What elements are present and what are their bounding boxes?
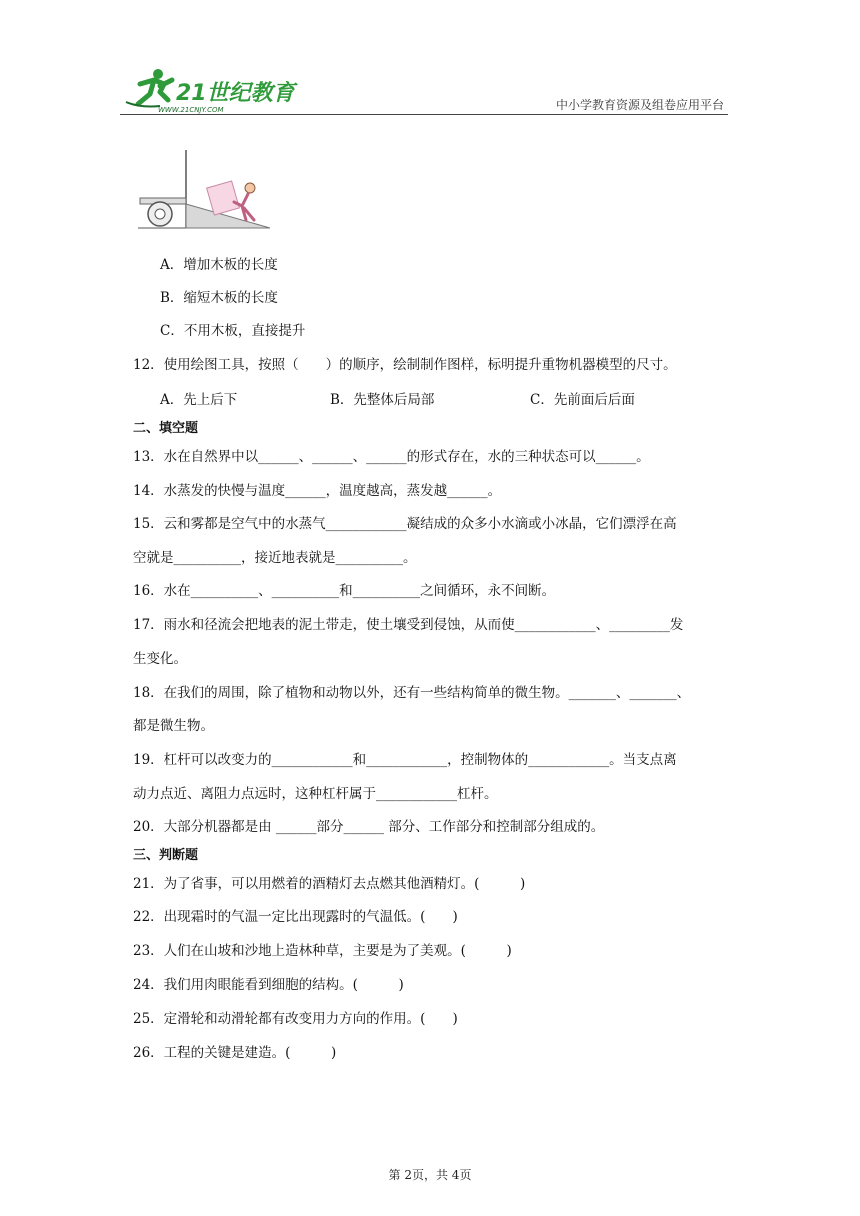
q12-option-c: C．先前面后后面 bbox=[530, 392, 635, 408]
platform-name: 中小学教育资源及组卷应用平台 bbox=[555, 98, 724, 112]
header-divider bbox=[120, 114, 728, 115]
q19-text-line1: 19．杠杆可以改变力的____________和____________，控制物体的____________。当支点离 bbox=[133, 752, 677, 768]
page-number: 第 2页，共 4页 bbox=[388, 1168, 472, 1182]
q19-text-line2: 动力点近、离阻力点远时，这种杠杆属于____________杠杆。 bbox=[133, 786, 498, 802]
q17-text-line1: 17．雨水和径流会把地表的泥土带走，使土壤受到侵蚀，从而使____________、_________发 bbox=[133, 617, 684, 633]
q14-text: 14．水蒸发的快慢与温度______，温度越高，蒸发越______。 bbox=[133, 483, 502, 499]
q18-text-line2: 都是微生物。 bbox=[133, 718, 214, 734]
logo-icon bbox=[120, 64, 300, 114]
q16-text: 16．水在__________、__________和__________之间循环，永不间断。 bbox=[133, 583, 556, 599]
q11-option-c: C．不用木板，直接提升 bbox=[160, 323, 306, 339]
q12-option-b: B．先整体后局部 bbox=[330, 392, 435, 408]
ramp-illustration bbox=[138, 148, 278, 234]
section-fill-blank-title: 二、填空题 bbox=[133, 421, 199, 436]
q12-text: 12．使用绘图工具，按照（ ）的顺序，绘制制作图样，标明提升重物机器模型的尺寸。 bbox=[133, 357, 677, 373]
q18-text-line1: 18．在我们的周围，除了植物和动物以外，还有一些结构简单的微生物。_______、_______、 bbox=[133, 685, 691, 701]
logo-url: WWW.21CNJY.COM bbox=[158, 106, 224, 114]
q11-option-a: A．增加木板的长度 bbox=[160, 257, 278, 273]
q20-text: 20．大部分机器都是由 ______部分______ 部分、工作部分和控制部分组成的。 bbox=[133, 819, 605, 835]
q25-text: 25．定滑轮和动滑轮都有改变用力方向的作用。( ) bbox=[133, 1011, 458, 1027]
q15-text-line1: 15．云和雾都是空气中的水蒸气____________凝结成的众多小水滴或小冰晶，它们漂浮在高 bbox=[133, 516, 677, 532]
q13-text: 13．水在自然界中以______、______、______的形式存在，水的三种状态可以______。 bbox=[133, 449, 650, 465]
page-header bbox=[120, 64, 728, 116]
q22-text: 22．出现霜时的气温一定比出现露时的气温低。( ) bbox=[133, 909, 458, 925]
q12-option-a: A．先上后下 bbox=[160, 392, 238, 408]
q24-text: 24．我们用肉眼能看到细胞的结构。( ) bbox=[133, 977, 404, 993]
section-true-false-title: 三、判断题 bbox=[133, 848, 199, 863]
q17-text-line2: 生变化。 bbox=[133, 651, 187, 667]
logo-text: 21世纪教育 bbox=[176, 81, 295, 106]
q26-text: 26．工程的关键是建造。( ) bbox=[133, 1045, 337, 1061]
q15-text-line2: 空就是__________，接近地表就是__________。 bbox=[133, 550, 417, 566]
q21-text: 21．为了省事，可以用燃着的酒精灯去点燃其他酒精灯。( ) bbox=[133, 876, 526, 892]
q11-option-b: B．缩短木板的长度 bbox=[160, 290, 278, 306]
q23-text: 23．人们在山坡和沙地上造林种草，主要是为了美观。( ) bbox=[133, 943, 512, 959]
